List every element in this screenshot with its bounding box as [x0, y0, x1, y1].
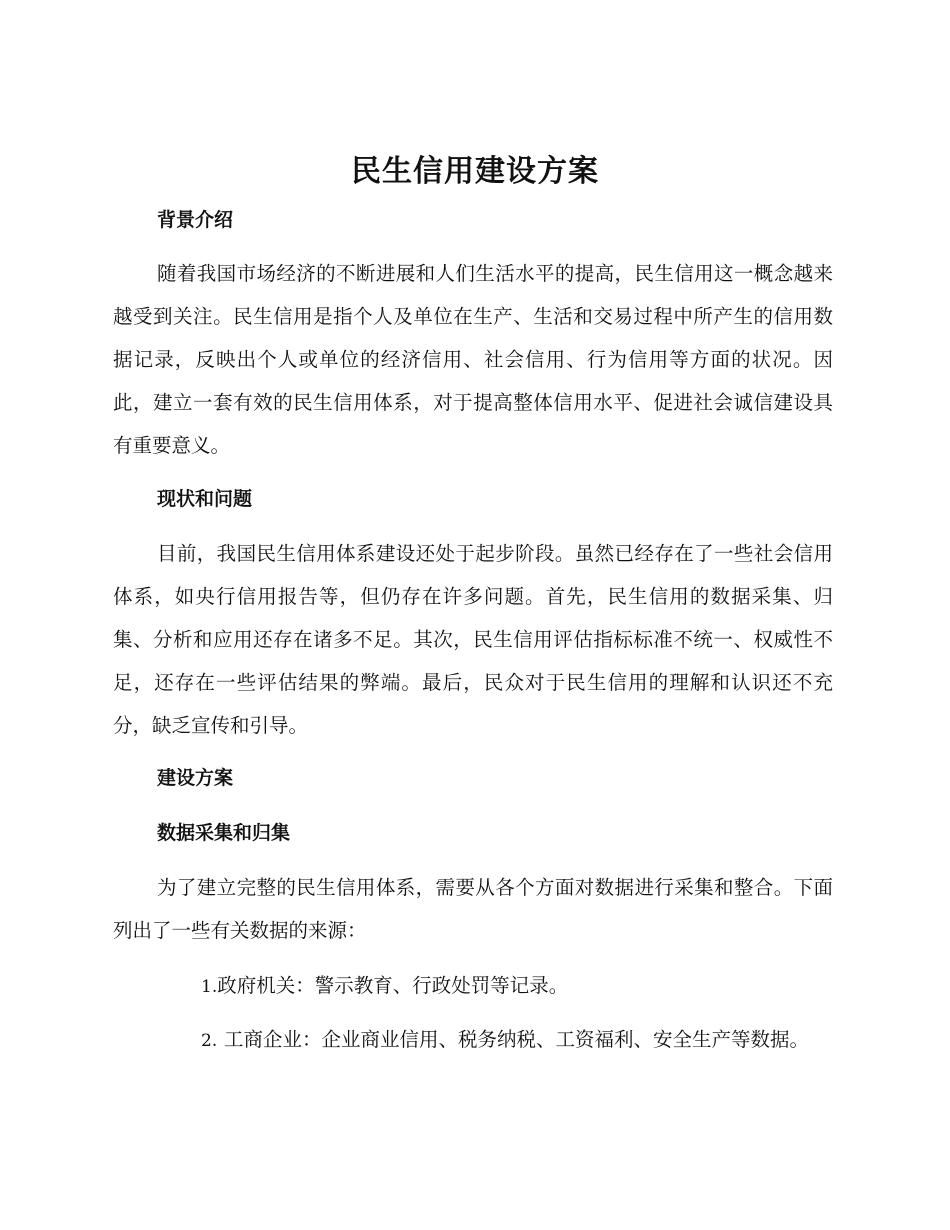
paragraph-background: 随着我国市场经济的不断进展和人们生活水平的提高，民生信用这一概念越来越受到关注。民生信用是指个人及单位在生产、生活和交易过程中所产生的信用数据记录，反映出个人或单位的经济信用、社会信用、行为信用等方面的状况。因此，建立一套有效的民生信用体系，对于提高整体信用水平、促进社会诚信建设具有重要意义。 — [113, 262, 833, 457]
section-heading-data-collection: 数据采集和归集 — [157, 822, 291, 844]
section-heading-status: 现状和问题 — [157, 488, 253, 510]
paragraph-status: 目前，我国民生信用体系建设还处于起步阶段。虽然已经存在了一些社会信用体系，如央行信用报告等，但仍存在许多问题。首先，民生信用的数据采集、归集、分析和应用还存在诸多不足。其次，民生信用评估指标标准不统一、权威性不足，还存在一些评估结果的弊端。最后，民众对于民生信用的理解和认识还不充分，缺乏宣传和引导。 — [113, 542, 833, 737]
document-title: 民生信用建设方案 — [351, 154, 599, 189]
section-heading-plan: 建设方案 — [157, 767, 234, 789]
list-item-number: 1. — [201, 977, 218, 997]
paragraph-data-collection: 为了建立完整的民生信用体系，需要从各个方面对数据进行采集和整合。下面列出了一些有关数据的来源： — [113, 876, 833, 942]
list-item-text: 政府机关：警示教育、行政处罚等记录。 — [217, 974, 569, 997]
list-item-number: 2. — [201, 1031, 218, 1051]
list-item — [113, 1018, 833, 1063]
list-item — [113, 964, 833, 1009]
list-item-text: 工商企业：企业商业信用、税务纳税、工资福利、安全生产等数据。 — [224, 1028, 810, 1051]
section-heading-background: 背景介绍 — [157, 209, 234, 231]
